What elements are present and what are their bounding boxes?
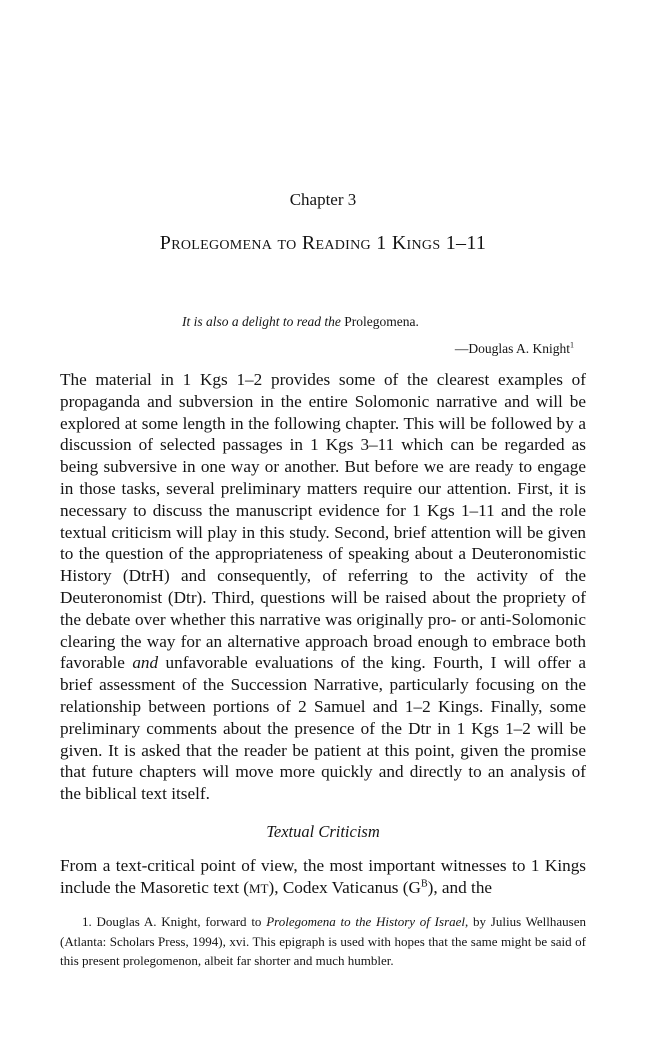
section-text-part3: ), and the — [427, 877, 493, 897]
chapter-label: Chapter 3 — [289, 190, 357, 209]
section-text-superscript: B — [420, 878, 428, 890]
footnote-marker: 1 — [570, 340, 574, 350]
epigraph-roman: Prolegomena. — [340, 314, 419, 329]
epigraph-author: —Douglas A. Knight — [454, 341, 570, 356]
body-paragraph — [60, 369, 586, 805]
section-heading: Textual Criticism — [266, 822, 380, 841]
body-text-part1: The material in 1 Kgs 1–2 provides some of the clearest examples of propaganda and subversion in the entire Solomonic narrative and will be explored at some length in the following chapter. This will be followed by a discussion of selected passages in 1 Kgs 3–11 which can be regarded as being subversive in one way or another. But before we are ready to engage in those tasks, several preliminary matters require our attention. First, it is necessary to discuss the manuscript evidence for 1 Kgs 1–11 and the role textual criticism will play in this study. Second, brief attention will be given to the question of the appropriateness of speaking about a Deuteronomistic History (DtrH) and consequently, of referring to the activity of the Deuteronomist (Dtr). Third, questions will be raised about the propriety of the debate over whether this narrative was originally pro- or anti-Solomonic clearing the way for an alternative approach broad enough to embrace both favorable — [60, 370, 586, 673]
footnote-text-part1: Douglas A. Knight, forward to — [91, 914, 267, 929]
chapter-title: Prolegomena to Reading 1 Kings 1–11 — [159, 232, 487, 254]
epigraph-italic: It is also a delight to read the — [182, 314, 341, 329]
section-text-part1: From a text-critical point of view, the most important witnesses to 1 Kings include the Masoretic text ( — [60, 856, 586, 897]
body-text-emphasis: and — [132, 653, 159, 673]
footnote-number: 1. — [82, 914, 92, 929]
section-text-part2: ), Codex Vaticanus (G — [268, 877, 421, 897]
footnote-text-part2: , by Julius Wellhausen (Atlanta: Scholars Press, 1994), xvi. This epigraph is used with hopes that the same might be said of this present prolegomenon, albeit far shorter and much humbler. — [60, 914, 586, 968]
body-text-part2: unfavorable evaluations of the king. Fourth, I will offer a brief assessment of the Succession Narrative, particularly focusing on the relationship between portions of 2 Samuel and 1–2 Kings. Finally, some preliminary comments about the presence of the Dtr in 1 Kgs 1–2 will be given. It is asked that the reader be patient at this point, given the promise that future chapters will move more quickly and directly to an analysis of the biblical text itself. — [60, 653, 586, 804]
footnote-book-title: Prolegomena to the History of Israel — [266, 914, 466, 929]
book-page — [60, 0, 586, 1052]
epigraph-attribution — [455, 341, 574, 357]
epigraph-quote — [182, 314, 419, 330]
section-paragraph — [60, 855, 586, 900]
section-text-mt: MT — [249, 880, 269, 896]
footnote — [60, 912, 586, 971]
